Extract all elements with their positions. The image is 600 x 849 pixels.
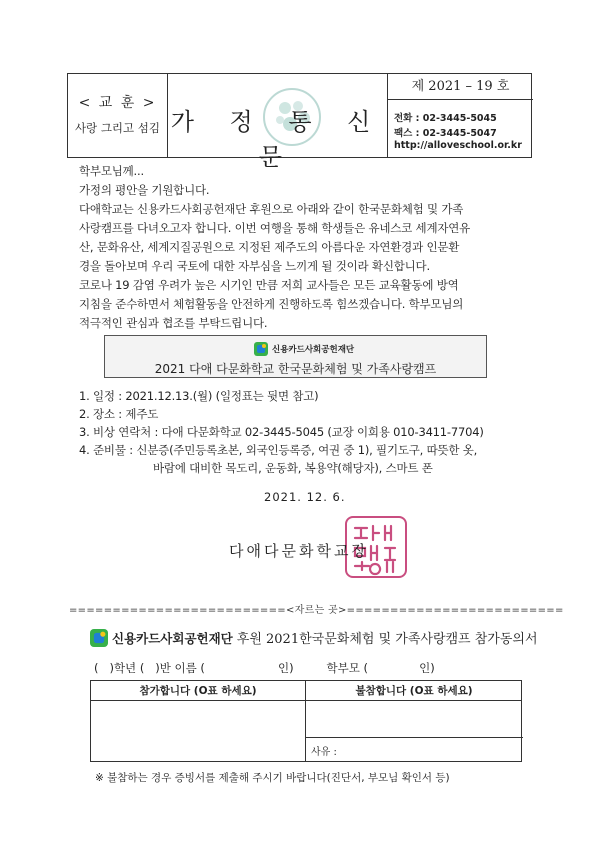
cut-line: =========================<자르는 곳>========================= xyxy=(69,605,564,616)
form-title-text: 후원 2021한국문화체험 및 가족사랑캠프 참가동의서 xyxy=(236,632,538,647)
event-title-box xyxy=(104,335,487,378)
body-line: 적극적인 관심과 협조를 부탁드립니다. xyxy=(79,316,268,330)
body-line: 가정의 평안을 기원합니다. xyxy=(79,183,210,197)
issue-date: 2021. 12. 6. xyxy=(264,490,346,504)
shinhan-foundation-icon xyxy=(254,342,268,356)
body-line: 경을 돌아보며 우리 국토에 대한 자부심을 느끼게 될 것이라 확신합니다. xyxy=(79,259,430,273)
detail-location: 2. 장소 : 제주도 xyxy=(79,407,159,421)
motto-body: 사랑 그리고 섬김 xyxy=(74,121,161,135)
issue-number: 제 2021 – 19 호 xyxy=(388,74,533,100)
detail-supplies-cont: 바람에 대비한 목도리, 운동화, 복용약(해당자), 스마트 폰 xyxy=(153,461,433,475)
absent-mark-cell[interactable] xyxy=(306,701,522,737)
col-absent-header: 불참합니다 (O표 하세요) xyxy=(355,685,473,697)
contact-phone: 전화 : 02-3445-5045 xyxy=(394,113,497,124)
body-line: 코로나 19 감염 우려가 높은 시기인 만큼 저희 교사들은 모든 교육활동에 방역 xyxy=(79,278,459,292)
detail-supplies: 4. 준비물 : 신분증(주민등록초본, 외국인등록증, 여권 중 1), 필기도구, 따뜻한 옷, xyxy=(79,443,478,457)
form-sponsor-name: 신용카드사회공헌재단 xyxy=(112,630,233,646)
reason-label: 사유 : xyxy=(311,747,337,758)
attend-mark-cell[interactable] xyxy=(91,701,305,761)
shinhan-foundation-icon xyxy=(90,629,108,647)
title-panel xyxy=(168,74,388,171)
contact-url: http://alloveschool.or.kr xyxy=(394,140,522,151)
event-title: 2021 다애 다문화학교 한국문화체험 및 가족사랑캠프 xyxy=(154,362,437,376)
greeting: 학부모님께... xyxy=(79,164,144,178)
body-line: 산, 문화유산, 세계지질공원으로 지정된 제주도의 아름다운 자연환경과 인문환 xyxy=(79,240,460,254)
col-attend-header: 참가합니다 (O표 하세요) xyxy=(139,685,257,697)
consent-form-title xyxy=(90,628,538,647)
newsletter-title: 가 정 통 신 문 xyxy=(170,108,385,171)
motto-panel xyxy=(68,74,168,157)
event-sponsor-logo xyxy=(254,342,354,356)
issue-panel xyxy=(388,74,533,157)
detail-schedule: 1. 일정 : 2021.12.13.(월) (일정표는 뒷면 참고) xyxy=(79,389,319,403)
detail-emergency-contact: 3. 비상 연락처 : 다애 다문화학교 02-3445-5045 (교장 이희용 010-3411-7704) xyxy=(79,425,484,439)
table-header-row xyxy=(91,681,521,701)
event-sponsor-name: 신용카드사회공헌재단 xyxy=(272,345,355,355)
school-principal-signature: 다애다문화학교장 xyxy=(229,542,369,560)
attendance-table xyxy=(90,680,522,762)
contact-fax: 팩스 : 02-3445-5047 xyxy=(394,128,497,139)
body-line: 지침을 준수하면서 체험활동을 안전하게 진행하도록 힘쓰겠습니다. 학부모님의 xyxy=(79,297,464,311)
motto-title: < 교 훈 > xyxy=(78,95,157,111)
body-line: 다애학교는 신용카드사회공헌재단 후원으로 아래와 같이 한국문화체험 및 가족 xyxy=(79,202,464,216)
footnote: ※ 불참하는 경우 증빙서를 제출해 주시기 바랍니다(진단서, 부모님 확인서 등) xyxy=(95,772,450,784)
student-info-line: ( )학년 ( )반 이름 ( 인) 학부모 ( 인) xyxy=(94,661,435,675)
reason-divider xyxy=(305,737,523,738)
body-line: 사랑캠프를 다녀오고자 합니다. 이번 여행을 통해 학생들은 유네스코 세계자연유 xyxy=(79,221,471,235)
